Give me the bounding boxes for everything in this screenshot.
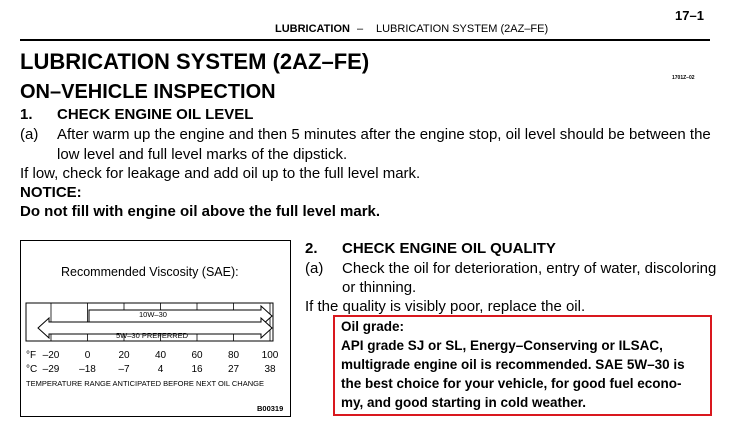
header-subsection: LUBRICATION SYSTEM (2AZ–FE) [376,23,549,35]
step1-sub-a-line1: After warm up the engine and then 5 minutes after the engine stop, oil level should be between the [57,126,711,143]
section-heading: ON–VEHICLE INSPECTION [20,81,276,103]
page-title: LUBRICATION SYSTEM (2AZ–FE) [20,49,370,74]
series-10w30-label: 10W–30 [139,310,167,319]
oil-grade-line: API grade SJ or SL, Energy–Conserving or ILSAC, [341,338,663,353]
celsius-tick-label: –7 [118,364,130,375]
step1-sub-a-line2: low level and full level marks of the dipstick. [57,146,348,163]
viscosity-chart-svg [21,241,290,416]
step2-heading: CHECK ENGINE OIL QUALITY [342,240,556,257]
oil-grade-line: multigrade engine oil is recommended. SAE 5W–30 is [341,357,685,372]
fahrenheit-label: °F [26,350,37,361]
celsius-tick-label: –29 [42,364,60,375]
fahrenheit-tick-label: 20 [118,350,130,361]
fahrenheit-tick-label: 0 [84,350,91,361]
chart-title: Recommended Viscosity (SAE): [61,265,239,279]
figure-code: B00319 [257,404,284,413]
header-dash: – [357,23,364,35]
doc-code: 1701Z–02 [672,75,695,81]
celsius-tick-label: 27 [227,364,240,375]
chart-xlabel: TEMPERATURE RANGE ANTICIPATED BEFORE NEXT OIL CHANGE [26,379,264,388]
fahrenheit-tick-label: 80 [227,350,240,361]
fahrenheit-tick-label: 60 [191,350,203,361]
celsius-tick-label: 4 [157,364,164,375]
fahrenheit-ticks [43,350,279,361]
celsius-tick-label: 38 [264,364,276,375]
step2-sub-a-label: (a) [305,260,324,277]
viscosity-chart [20,240,291,417]
header-rule [20,39,710,41]
step1-sub-a-label: (a) [20,126,39,143]
oil-grade-line: my, and good starting in cold weather. [341,395,587,410]
step2-number: 2. [305,240,318,257]
celsius-tick-label: 16 [191,364,203,375]
celsius-tick-label: –18 [79,364,96,375]
fahrenheit-tick-label: –20 [42,350,60,361]
step2-sub-a-line2: or thinning. [342,279,417,296]
step2-if-poor: If the quality is visibly poor, replace the oil. [305,298,586,315]
notice-label: NOTICE: [20,184,82,201]
fahrenheit-tick-label: 100 [261,350,279,361]
step1-if-low: If low, check for leakage and add oil up to the full level mark. [20,165,421,182]
step2-sub-a-line1: Check the oil for deterioration, entry of water, discoloring [342,260,717,277]
header-section: LUBRICATION [275,23,350,35]
notice-text: Do not fill with engine oil above the full level mark. [20,203,381,220]
page-number: 17–1 [675,8,704,23]
oil-grade-label: Oil grade: [341,319,405,334]
step1-number: 1. [20,106,33,123]
celsius-ticks [43,364,276,375]
fahrenheit-tick-label: 40 [154,350,167,361]
oil-grade-line: the best choice for your vehicle, for good fuel econo- [341,376,682,391]
series-5w30-label: 5W–30 PREFERRED [116,331,189,340]
step1-heading: CHECK ENGINE OIL LEVEL [57,106,254,123]
celsius-label: °C [26,364,38,375]
